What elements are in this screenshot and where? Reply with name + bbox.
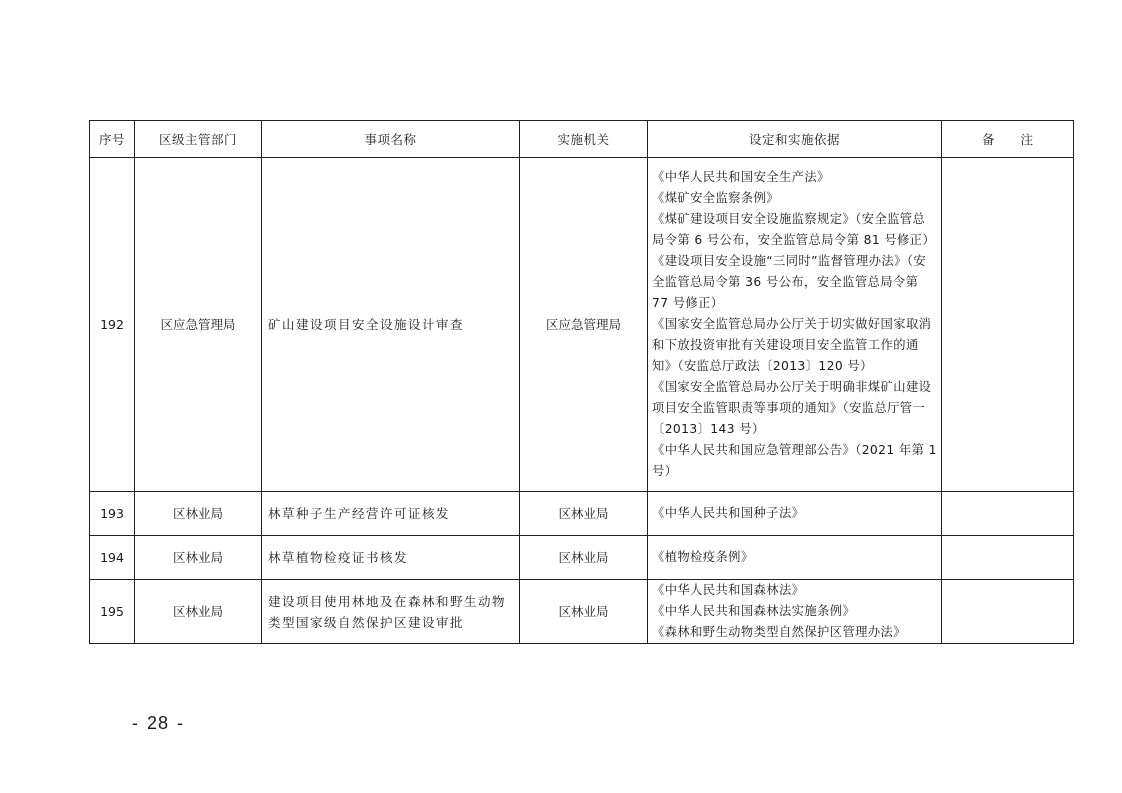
basis-line: 《国家安全监管总局办公厅关于明确非煤矿山建设项目安全监管职责等事项的通知》（安监总厅管一〔2013〕143 号） bbox=[652, 380, 932, 436]
row-remark bbox=[942, 158, 1074, 492]
basis-line: 《中华人民共和国安全生产法》 bbox=[652, 170, 830, 184]
header-agency: 实施机关 bbox=[520, 121, 648, 158]
header-department: 区级主管部门 bbox=[135, 121, 262, 158]
row-agency: 区林业局 bbox=[520, 580, 648, 644]
row-remark bbox=[942, 580, 1074, 644]
basis-line: 《中华人民共和国种子法》 bbox=[652, 506, 805, 520]
row-agency: 区应急管理局 bbox=[520, 158, 648, 492]
row-basis bbox=[648, 492, 942, 536]
header-item-name: 事项名称 bbox=[262, 121, 520, 158]
row-item-name: 林草种子生产经营许可证核发 bbox=[262, 492, 520, 536]
table-row bbox=[90, 536, 1074, 580]
approval-items-table bbox=[89, 120, 1074, 644]
row-agency: 区林业局 bbox=[520, 492, 648, 536]
header-remark-char-a: 备 bbox=[981, 131, 995, 147]
row-agency: 区林业局 bbox=[520, 536, 648, 580]
basis-line: 《中华人民共和国应急管理部公告》（2021 年第 1 号） bbox=[652, 443, 937, 478]
row-item-name: 建设项目使用林地及在森林和野生动物类型国家级自然保护区建设审批 bbox=[262, 580, 520, 644]
row-item-name: 矿山建设项目安全设施设计审查 bbox=[262, 158, 520, 492]
page-number-dash-left: - bbox=[132, 713, 139, 733]
row-department: 区林业局 bbox=[135, 580, 262, 644]
row-basis bbox=[648, 536, 942, 580]
basis-line: 《中华人民共和国森林法实施条例》 bbox=[652, 604, 856, 618]
table-row bbox=[90, 580, 1074, 644]
page-number-value: 28 bbox=[147, 713, 170, 733]
row-department: 区林业局 bbox=[135, 536, 262, 580]
page-number bbox=[124, 713, 192, 734]
header-seq: 序号 bbox=[90, 121, 135, 158]
row-basis bbox=[648, 158, 942, 492]
basis-line: 《植物检疫条例》 bbox=[652, 550, 754, 564]
basis-line: 《建设项目安全设施“三同时”监督管理办法》（安全监管总局令第 36 号公布，安全监管总局令第 77 号修正） bbox=[652, 254, 927, 310]
row-seq: 193 bbox=[90, 492, 135, 536]
row-basis bbox=[648, 580, 942, 644]
row-department: 区林业局 bbox=[135, 492, 262, 536]
basis-line: 《国家安全监管总局办公厅关于切实做好国家取消和下放投资审批有关建设项目安全监管工作的通知》（安监总厅政法〔2013〕120 号） bbox=[652, 317, 932, 373]
basis-line: 《煤矿安全监察条例》 bbox=[652, 191, 779, 205]
row-seq: 194 bbox=[90, 536, 135, 580]
basis-line: 《煤矿建设项目安全设施监察规定》（安全监管总局令第 6 号公布，安全监管总局令第 81 号修正） bbox=[652, 212, 936, 247]
table-row bbox=[90, 492, 1074, 536]
page-number-dash-right: - bbox=[177, 713, 185, 733]
header-basis: 设定和实施依据 bbox=[648, 121, 942, 158]
table-row bbox=[90, 158, 1074, 492]
row-remark bbox=[942, 492, 1074, 536]
basis-line: 《中华人民共和国森林法》 bbox=[652, 583, 805, 597]
approval-items-table-container bbox=[89, 120, 1073, 644]
row-seq: 192 bbox=[90, 158, 135, 492]
row-department: 区应急管理局 bbox=[135, 158, 262, 492]
row-seq: 195 bbox=[90, 580, 135, 644]
header-remark bbox=[942, 121, 1074, 158]
basis-line: 《森林和野生动物类型自然保护区管理办法》 bbox=[652, 625, 906, 639]
table-header-row bbox=[90, 121, 1074, 158]
row-item-name: 林草植物检疫证书核发 bbox=[262, 536, 520, 580]
row-remark bbox=[942, 536, 1074, 580]
header-remark-char-b: 注 bbox=[1020, 131, 1034, 147]
